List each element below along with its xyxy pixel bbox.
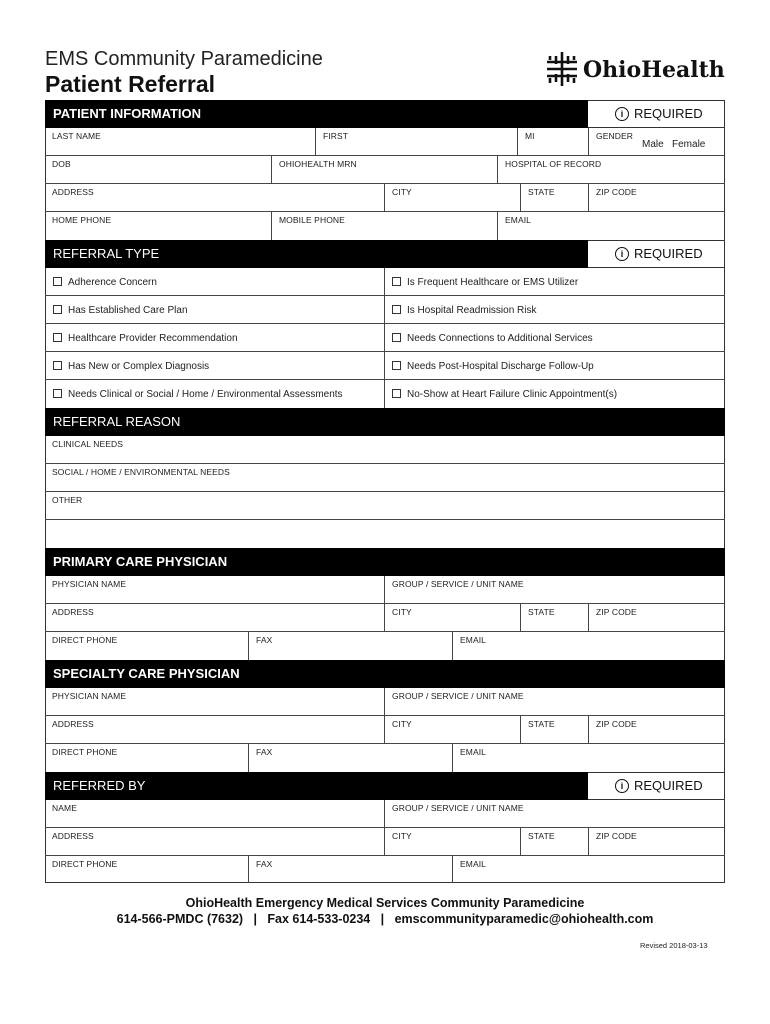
required-label: REQUIRED	[634, 246, 703, 261]
spc-physician-name-field[interactable]	[45, 688, 384, 715]
checkbox-adherence-concern[interactable]	[53, 277, 157, 288]
section-header-referral-reason	[45, 408, 725, 436]
checkbox-frequent-utilizer[interactable]	[392, 277, 578, 288]
field-label: FAX	[256, 635, 273, 645]
ref-name-row	[45, 800, 725, 828]
spc-address-row	[45, 716, 725, 744]
field-label: STATE	[528, 607, 555, 617]
field-label: CITY	[392, 831, 412, 841]
last-name-field[interactable]	[45, 128, 315, 155]
checkbox-icon	[392, 333, 401, 342]
checkbox-no-show-heart-failure[interactable]	[392, 389, 617, 400]
form-subtitle: Patient Referral	[45, 71, 216, 97]
dob-field[interactable]	[45, 156, 271, 183]
pcp-address-row	[45, 604, 725, 632]
ref-zip-field[interactable]	[588, 828, 725, 855]
checkbox-label: Is Hospital Readmission Risk	[407, 305, 537, 316]
address-field[interactable]	[45, 184, 384, 211]
patient-name-row	[45, 128, 725, 156]
section-title: REFERRAL TYPE	[53, 246, 160, 261]
field-label: MOBILE PHONE	[279, 215, 345, 225]
section-header-specialty-care	[45, 660, 725, 688]
field-label: ADDRESS	[52, 187, 94, 197]
spc-zip-field[interactable]	[588, 716, 725, 743]
field-label: CITY	[392, 719, 412, 729]
revision-date: Revised 2018-03-13	[640, 941, 708, 950]
checkbox-icon	[53, 277, 62, 286]
field-label: NAME	[52, 803, 77, 813]
field-label: LAST NAME	[52, 131, 101, 141]
required-indicator	[588, 772, 725, 800]
field-label: EMAIL	[460, 747, 487, 757]
field-label: ADDRESS	[52, 719, 94, 729]
pcp-state-field[interactable]	[520, 604, 588, 631]
required-indicator	[588, 100, 725, 128]
ref-address-row	[45, 828, 725, 856]
state-field[interactable]	[520, 184, 588, 211]
patient-phone-row	[45, 212, 725, 240]
ref-email-field[interactable]	[452, 856, 725, 883]
field-label: DIRECT PHONE	[52, 859, 118, 869]
pcp-phone-row	[45, 632, 725, 660]
section-title: REFERRED BY	[53, 778, 146, 793]
info-circle-icon: i	[615, 779, 629, 793]
patient-dob-row	[45, 156, 725, 184]
ref-address-field[interactable]	[45, 828, 384, 855]
spc-group-field[interactable]	[384, 688, 725, 715]
field-label: MI	[525, 131, 535, 141]
ref-group-field[interactable]	[384, 800, 725, 827]
field-label: PHYSICIAN NAME	[52, 579, 127, 589]
ref-direct-phone-field[interactable]	[45, 856, 248, 883]
field-label: ZIP CODE	[596, 607, 637, 617]
other-field[interactable]	[45, 492, 725, 519]
field-label: OHIOHEALTH MRN	[279, 159, 357, 169]
field-label: ZIP CODE	[596, 719, 637, 729]
section-header-patient-info	[45, 100, 725, 128]
pcp-group-field[interactable]	[384, 576, 725, 603]
checkbox-icon	[392, 361, 401, 370]
section-header-referral-type	[45, 240, 725, 268]
checkbox-additional-services[interactable]	[392, 333, 593, 344]
checkbox-discharge-follow-up[interactable]	[392, 361, 594, 372]
spc-email-field[interactable]	[452, 744, 725, 772]
spc-fax-field[interactable]	[248, 744, 452, 772]
other-continued-row	[45, 520, 725, 548]
checkbox-label: Is Frequent Healthcare or EMS Utilizer	[407, 277, 579, 288]
checkbox-icon	[392, 389, 401, 398]
footer-organization: OhioHealth Emergency Medical Services Community Paramedicine	[185, 896, 585, 910]
patient-address-row	[45, 184, 725, 212]
field-label: GROUP / SERVICE / UNIT NAME	[392, 691, 524, 701]
pcp-city-field[interactable]	[384, 604, 520, 631]
spc-state-field[interactable]	[520, 716, 588, 743]
field-label: EMAIL	[505, 215, 532, 225]
ref-name-field[interactable]	[45, 800, 384, 827]
zip-field[interactable]	[588, 184, 725, 211]
checkbox-label: Needs Connections to Additional Services	[407, 333, 593, 344]
pcp-fax-field[interactable]	[248, 632, 452, 660]
checkbox-icon	[53, 361, 62, 370]
field-label: ADDRESS	[52, 607, 94, 617]
field-label: ZIP CODE	[596, 831, 637, 841]
field-label: CLINICAL NEEDS	[52, 439, 123, 449]
field-label: STATE	[528, 831, 555, 841]
field-label: ZIP CODE	[596, 187, 637, 197]
pcp-direct-phone-field[interactable]	[45, 632, 248, 660]
checkbox-icon	[53, 389, 62, 398]
required-indicator	[588, 240, 725, 268]
section-title: PATIENT INFORMATION	[53, 106, 202, 121]
field-label: HOME PHONE	[52, 215, 112, 225]
field-label: DOB	[52, 159, 71, 169]
field-label: FAX	[256, 747, 273, 757]
field-label: CITY	[392, 607, 412, 617]
logo-text: OhioHealth	[583, 57, 725, 83]
mi-field[interactable]	[517, 128, 588, 155]
checkbox-established-care-plan[interactable]	[53, 305, 188, 316]
clinical-needs-field[interactable]	[45, 436, 725, 463]
checkbox-icon	[53, 333, 62, 342]
field-label: GROUP / SERVICE / UNIT NAME	[392, 579, 524, 589]
spc-direct-phone-field[interactable]	[45, 744, 248, 772]
pcp-address-field[interactable]	[45, 604, 384, 631]
field-label: SOCIAL / HOME / ENVIRONMENTAL NEEDS	[52, 467, 230, 477]
section-title: SPECIALTY CARE PHYSICIAN	[53, 666, 240, 681]
ref-phone-row	[45, 856, 725, 883]
field-label: GENDER	[596, 131, 633, 141]
required-label: REQUIRED	[634, 106, 703, 121]
pcp-email-field[interactable]	[452, 632, 725, 660]
info-circle-icon: i	[615, 107, 629, 121]
field-label: GROUP / SERVICE / UNIT NAME	[392, 803, 524, 813]
social-needs-row	[45, 464, 725, 492]
form-title: EMS Community Paramedicine	[45, 48, 323, 70]
clinical-needs-row	[45, 436, 725, 464]
field-label: ADDRESS	[52, 831, 94, 841]
field-label: CITY	[392, 187, 412, 197]
other-continued-field[interactable]	[45, 520, 725, 548]
field-label: OTHER	[52, 495, 83, 505]
field-label: FIRST	[323, 131, 349, 141]
footer-contact: 614-566-PMDC (7632) | Fax 614-533-0234 | emscommunityparamedic@ohiohealth.com	[116, 912, 654, 926]
social-needs-field[interactable]	[45, 464, 725, 491]
field-label: EMAIL	[460, 859, 487, 869]
pcp-name-row	[45, 576, 725, 604]
checkbox-label: Has New or Complex Diagnosis	[68, 361, 210, 372]
first-name-field[interactable]	[315, 128, 517, 155]
checkbox-label: Has Established Care Plan	[68, 305, 188, 316]
field-label: DIRECT PHONE	[52, 747, 118, 757]
spc-phone-row	[45, 744, 725, 772]
checkbox-icon	[392, 305, 401, 314]
gender-options[interactable]: Male Female	[642, 139, 706, 150]
spc-name-row	[45, 688, 725, 716]
checkbox-label: No-Show at Heart Failure Clinic Appointment(s)	[407, 389, 618, 400]
home-phone-field[interactable]	[45, 212, 271, 240]
field-label: PHYSICIAN NAME	[52, 691, 127, 701]
other-row	[45, 492, 725, 520]
ref-city-field[interactable]	[384, 828, 520, 855]
section-header-primary-care	[45, 548, 725, 576]
hospital-field[interactable]	[497, 156, 725, 183]
city-field[interactable]	[384, 184, 520, 211]
checkbox-new-diagnosis[interactable]	[53, 361, 209, 372]
checkbox-label: Healthcare Provider Recommendation	[68, 333, 238, 344]
section-title: REFERRAL REASON	[53, 414, 181, 429]
checkbox-readmission-risk[interactable]	[392, 305, 537, 316]
ref-state-field[interactable]	[520, 828, 588, 855]
field-label: HOSPITAL OF RECORD	[505, 159, 602, 169]
field-label: EMAIL	[460, 635, 487, 645]
checkbox-label: Needs Post-Hospital Discharge Follow-Up	[407, 361, 594, 372]
checkbox-label: Needs Clinical or Social / Home / Environmental Assessments	[68, 389, 343, 400]
info-circle-icon: i	[615, 247, 629, 261]
field-label: STATE	[528, 187, 555, 197]
pcp-zip-field[interactable]	[588, 604, 725, 631]
ref-fax-field[interactable]	[248, 856, 452, 883]
required-label: REQUIRED	[634, 778, 703, 793]
spc-city-field[interactable]	[384, 716, 520, 743]
checkbox-icon	[392, 277, 401, 286]
checkbox-label: Adherence Concern	[68, 277, 157, 288]
pcp-physician-name-field[interactable]	[45, 576, 384, 603]
field-label: FAX	[256, 859, 273, 869]
section-title: PRIMARY CARE PHYSICIAN	[53, 554, 228, 569]
checkbox-needs-assessments[interactable]	[53, 389, 343, 400]
checkbox-icon	[53, 305, 62, 314]
field-label: STATE	[528, 719, 555, 729]
mobile-phone-field[interactable]	[271, 212, 497, 240]
email-field[interactable]	[497, 212, 725, 240]
spc-address-field[interactable]	[45, 716, 384, 743]
field-label: DIRECT PHONE	[52, 635, 118, 645]
section-header-referred-by	[45, 772, 725, 800]
mrn-field[interactable]	[271, 156, 497, 183]
ohiohealth-tree-logo	[545, 50, 579, 88]
checkbox-provider-recommendation[interactable]	[53, 333, 238, 344]
